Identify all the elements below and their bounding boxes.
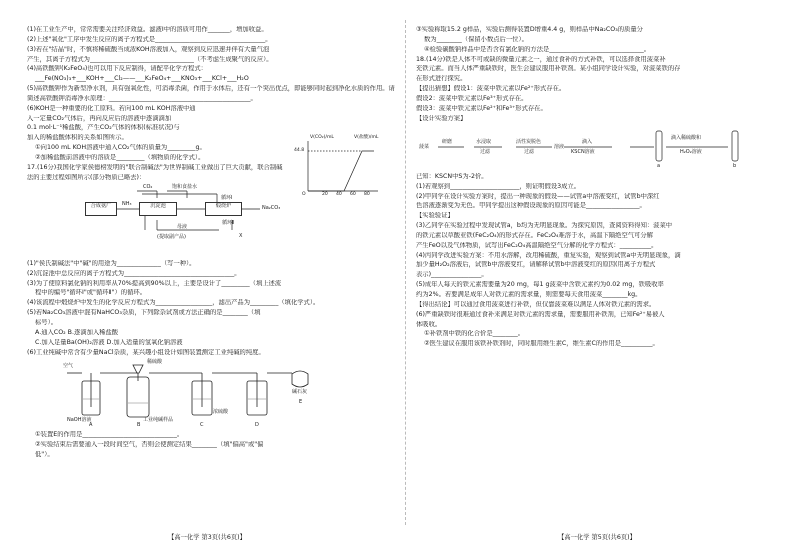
precipitation-pool-box <box>139 202 177 216</box>
text-line: (5)成年人每天的铁元素需要量为20 mg，每1 g菠菜中含铁元素约为0.02 mg，铁吸收率 <box>416 281 664 289</box>
text-line: A.通入CO₂ B.逐滴加入稀盐酸 <box>35 328 119 336</box>
text-line: ①补铁剂中铁的化合价是________。 <box>424 330 525 338</box>
question-17-heading: 法的主要过程如图所示(部分物质已略去)： <box>27 173 146 181</box>
text-line: 【得出结论】可以通过食用菠菜进行补铁，但仅靠菠菜难以满足人体对铁元素的需求。 <box>416 300 656 308</box>
co2-volume-graph <box>294 137 384 199</box>
text-line: (3)若在"结晶"时，不慎将稀硫酸当成浓KOH溶液加入，观察到反应迅速并伴有大量气泡 <box>27 45 270 53</box>
graph-xtick-40: 40 <box>336 192 342 197</box>
text-line: (6)严重缺铁时很难通过食补来满足对铁元素的需求量，需要服用补铁剂，已知Fe²⁺易被人 <box>416 310 665 318</box>
loop-two-label: 循环Ⅱ <box>222 219 235 226</box>
text-line: (5)若Na₂CO₃溶液中混有NaHCO₃杂质，下列除杂试剂或方法正确的是________（填 <box>27 309 261 317</box>
text-line: 标号）。 <box>35 319 58 327</box>
air-label: 空气 <box>63 362 74 369</box>
scheme-step-acid: 滴入稀硫酸和 <box>671 134 702 141</box>
experiment-scheme <box>416 125 786 171</box>
graph-xlabel: V(盐酸)/mL <box>354 135 379 140</box>
sample-label: 工业纯碱样品 <box>143 416 174 423</box>
scheme-step-kscn: KSCN溶液 <box>571 148 595 155</box>
graph-xtick-60: 60 <box>350 192 356 197</box>
scheme-step-grind: 研磨 <box>442 138 453 145</box>
text-line: 约为2%。若要满足成年人对铁元素的需求量，则需要每天食用菠菜________kg。 <box>416 291 642 299</box>
text-line: (1)若观察到______________________，则证明假设3成立。 <box>416 182 581 190</box>
dilute-acid-label: 稀硫酸 <box>147 358 163 365</box>
calciner-label: 煅烧炉 <box>215 202 232 209</box>
apparatus-label-c: C <box>200 421 204 428</box>
text-line: (4)丙同学改进实验方案：不用水溶解，改用稀硫酸，重复实验，观察到试管a中无明显现象，滴 <box>416 251 681 259</box>
text-line: 在形式进行探究。 <box>416 75 467 83</box>
scheme-start: 菠菜 <box>419 143 430 150</box>
left-page-column <box>27 26 397 460</box>
precipitation-pool-label: 沉淀池 <box>150 202 166 209</box>
text-line: ①装置E的作用是______________________________。 <box>35 430 184 438</box>
purity-apparatus-diagram <box>27 359 397 429</box>
text-line: 体吸收。 <box>416 320 442 328</box>
scheme-step-soak: 水浸取 <box>476 138 492 145</box>
text-line: C.加入足量Ba(OH)₂溶液 D.加入适量的氢氧化钠溶液 <box>35 338 183 346</box>
tube-b-label: b <box>733 162 737 169</box>
loop-one-label: 循环Ⅰ <box>221 194 233 201</box>
text-line: 入一定量CO₂气体后，再向反应后的溶液中逐滴滴加 <box>27 114 172 122</box>
text-line: 程中的编号"循环Ⅰ"或"循环Ⅱ"）的循环。 <box>35 289 146 297</box>
ammonia-plant-label: 合成氨厂 <box>90 202 112 209</box>
text-line: (6)KOH是一种重要的化工原料。若向100 mL KOH溶液中通 <box>27 104 196 112</box>
scheme-step-decolor: 活性炭脱色 <box>516 138 542 145</box>
calciner-box <box>205 202 242 216</box>
nh3-label: NH₃ <box>122 200 132 207</box>
text-line: 数为________（保留小数点后一位）。 <box>424 35 528 43</box>
text-line: 色溶液逐渐变为无色。甲同学提出这种假设现象的原因可能是_________________。 <box>416 202 646 210</box>
naoh-solution-label: NaOH溶液 <box>67 416 92 423</box>
graph-origin: O <box>302 192 306 197</box>
text-line: (2)上述"氧化"工序中发生反应的离子方程式是___________________________________。 <box>27 35 272 43</box>
text-line: 0.1 mol·L⁻¹稀盐酸，产生CO₂气体的体积(标准状况)与 <box>27 124 180 132</box>
scheme-step-add: 滴入 <box>582 138 593 145</box>
text-line: ①向100 mL KOH溶液中通入CO₂气体的质量为_________g。 <box>35 144 206 152</box>
text-line: (2)沉淀池中总反应的离子方程式为___________________________________。 <box>27 269 241 277</box>
text-line: (5)高铁酸钾作为新型净水剂，具有强氧化性，可消毒杀菌，作用于水体后，还有一个突出优点，即能够同时起到净化水质的作用。请 <box>27 85 395 93</box>
apparatus-label-a: A <box>89 421 93 428</box>
text-line: ③实验称取15.2 g样品，实验后测得装置D增重4.4 g，则样品中Na₂CO₃的质量分 <box>416 26 643 33</box>
mother-liquor-label: 母液 <box>177 223 188 230</box>
text-line: 【设计实验方案】 <box>416 114 467 122</box>
graph-xtick-80: 80 <box>364 192 370 197</box>
text-line: (3)为了使原料氯化钠的利用率从70%提高到90%以上，主要是设计了_________（填上述流 <box>27 279 282 287</box>
text-line: 低"）。 <box>35 450 54 458</box>
text-line: ②加稀盐酸前溶液中的溶质是_________（填物质的化学式）。 <box>35 153 205 161</box>
scheme-solution: 溶液 <box>554 143 565 150</box>
text-line: 简述高铁酸钾消毒净水原理：_____________________________________________。 <box>27 94 257 102</box>
text-line: (1)"侯氏制碱法"中"碱"的用途为______________（写一种）。 <box>27 259 196 267</box>
scheme-step-filter1: 过滤 <box>480 148 491 155</box>
text-line: (3)乙同学在实验过程中发现试管a，b均为无明显现象。为探究原因，查阅资料得知：菠菜中 <box>416 222 673 230</box>
soda-lime-label: 碱石灰 <box>292 388 308 395</box>
conc-acid-label: 浓硫酸 <box>213 408 229 415</box>
text-line: (4)高铁酸钾(K₂FeO₄)也可以用下反应制得，请配平化学方程式： <box>27 65 207 73</box>
graph-ytick: 44.8 <box>294 148 305 153</box>
text-line: (2)甲同学在设计实验方案时，提出一种现象的假设——试管a中溶液变红，试管b中深红 <box>416 192 660 200</box>
tube-a-label: a <box>657 162 661 169</box>
text-line: 18.(14分)铁是人体不可或缺的微量元素之一，通过食补的方式补铁，可以选择食用菠菜补 <box>416 55 666 63</box>
scheme-step-filter2: 过滤 <box>524 148 535 155</box>
text-line: 加少量H₂O₂溶液后，试管b中溶液变红，请解释试管b中溶液变红的原因(用离子方程式 <box>416 261 656 269</box>
apparatus-label-d: D <box>255 421 259 428</box>
text-line: 假设2：菠菜中铁元素以Fe³⁺形式存在。 <box>416 94 528 102</box>
text-line: ②医生建议在服用该铁补铁剂时，同时服用维生素C，维生素C的作用是__________。 <box>424 340 659 348</box>
text-line: 【实验验证】 <box>416 212 454 220</box>
text-line: 【提出猜想】假设1：菠菜中铁元素以Fe²⁺形式存在。 <box>416 85 566 93</box>
by-product-label: (提取副产品) <box>157 233 186 240</box>
scheme-arrows <box>416 125 786 171</box>
text-line: 产生FeO以及气体物质，试写出FeC₂O₄高温隔绝空气分解的化学方程式：__________。 <box>416 241 658 249</box>
right-page-column <box>416 26 786 350</box>
text-line: 假设3：菠菜中铁元素以Fe²⁺和Fe³⁺形式存在。 <box>416 104 547 112</box>
text-line: 已知：KSCN中S为-2价。 <box>416 172 488 180</box>
text-line: (4)该流程中煅烧炉中发生的化学反应方程式为__________________，滤出产品为_________（填化学式）。 <box>27 299 320 307</box>
product-label: Na₂CO₃ <box>262 204 281 211</box>
graph-ylabel: V(CO₂)/mL <box>310 135 334 140</box>
x-label: X <box>239 232 243 239</box>
text-line: 充铁元素。而当人体严重缺铁时，医生会建议服用补铁剂。某小组同学设计实验，对菠菜铁的存 <box>416 65 681 73</box>
apparatus-label-e: E <box>299 398 303 405</box>
co2-label: CO₂ <box>143 183 153 190</box>
right-page-footer: 【高一化学 第5页(共6页)】 <box>558 534 636 541</box>
co2-graph-svg <box>294 137 384 199</box>
text-line: 加入的稀盐酸体积的关系如图所示。 <box>27 134 128 142</box>
brine-label: 饱和食盐水 <box>172 183 198 190</box>
scheme-step-h2o2: H₂O₂溶液 <box>680 148 702 155</box>
question-17-heading: 17.(16分)我国化学家侯德榜发明的"联合制碱法"为世界制碱工业做出了巨大贡献，联合制碱 <box>27 163 283 171</box>
text-line: ___Fe(NO₃)₃+___KOH+___Cl₂——___K₂FeO₄+___KNO₃+___KCl+___H₂O <box>35 75 249 83</box>
text-line: ②实验结束后需要通入一段时间空气，否则会使测定结果________（填"偏高"或"偏 <box>35 440 264 448</box>
page-divider <box>405 20 406 525</box>
ammonia-plant-box <box>85 202 117 216</box>
left-page-footer: 【高一化学 第3页(共6页)】 <box>168 534 246 541</box>
text-line: ④检验碳酸钠样品中是否含有氯化钠的方法是______________________________。 <box>424 45 651 53</box>
text-line: 产生，其离子方程式为_________________________________（不考虑生成聚气的反应）。 <box>27 55 273 63</box>
text-line: 的铁元素以草酸亚铁(FeC₂O₄)的形式存在。FeC₂O₄难溶于水，高温下隔绝空气可分解 <box>416 231 653 239</box>
apparatus-label-b: B <box>137 421 141 428</box>
text-line: (1)在工业生产中，常常需要关注经济效益。滤液Ⅰ中的溶质可用作_______，增加收益。 <box>27 26 268 33</box>
text-line: (6)工业纯碱中常含有少量NaCl杂质，某兴趣小组设计如图装置测定工业纯碱的纯度。 <box>27 348 265 356</box>
graph-xtick-20: 20 <box>322 192 328 197</box>
text-line: 表示)________________。 <box>416 271 488 279</box>
